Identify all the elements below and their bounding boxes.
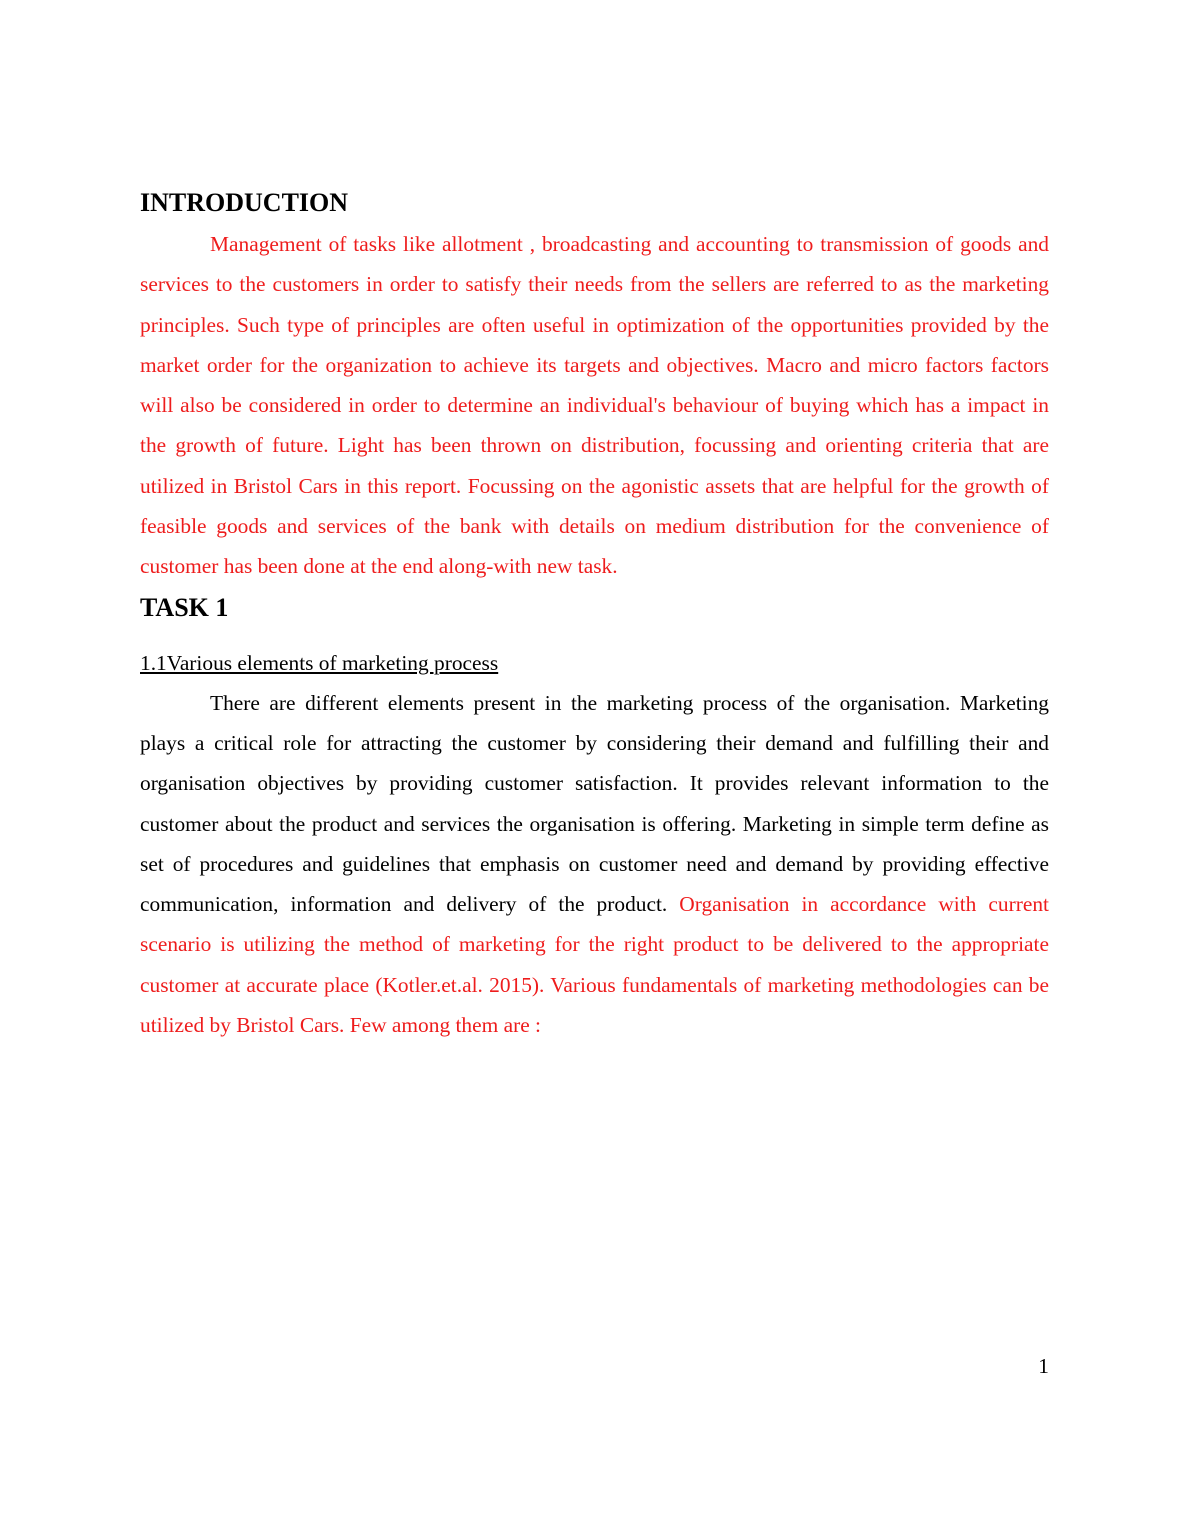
section-paragraph-black-text: There are different elements present in the marketing process of the organisation. Marketing plays a critical role for attracting the customer by considering their demand and fulfilling their and organisation objectives by providing customer satisfaction. It provides relevant information to the customer about the product and services the organisation is offering. Marketing in simple term define as set of procedures and guidelines that emphasis on customer need and demand by providing effective communication, information and delivery of the product. bbox=[140, 690, 1049, 917]
page-number: 1 bbox=[1038, 1354, 1049, 1378]
section-title: 1.1Various elements of marketing process bbox=[140, 650, 499, 675]
introduction-heading: INTRODUCTION bbox=[140, 188, 349, 217]
section-paragraph bbox=[140, 683, 1049, 1046]
task-heading: TASK 1 bbox=[140, 592, 229, 622]
page-content bbox=[140, 182, 1049, 1045]
introduction-paragraph: Management of tasks like allotment , broadcasting and accounting to transmission of goods and services to the customers in order to satisfy their needs from the sellers are referred to as the marketing principles. Such type of principles are often useful in optimization of the opportunities provided by the market order for the organization to achieve its targets and objectives. Macro and micro factors factors will also be considered in order to determine an individual's behaviour of buying which has a impact in the growth of future. Light has been thrown on distribution, focussing and orienting criteria that are utilized in Bristol Cars in this report. Focussing on the agonistic assets that are helpful for the growth of feasible goods and services of the bank with details on medium distribution for the convenience of customer has been done at the end along-with new task. bbox=[140, 232, 1049, 579]
section-paragraph-red-text: Organisation in accordance with current scenario is utilizing the method of marketing for the right product to be delivered to the appropriate customer at accurate place (Kotler.et.al. 2015). Various fundamentals of marketing methodologies can be utilized by Bristol Cars. Few among them are : bbox=[140, 892, 1049, 1038]
